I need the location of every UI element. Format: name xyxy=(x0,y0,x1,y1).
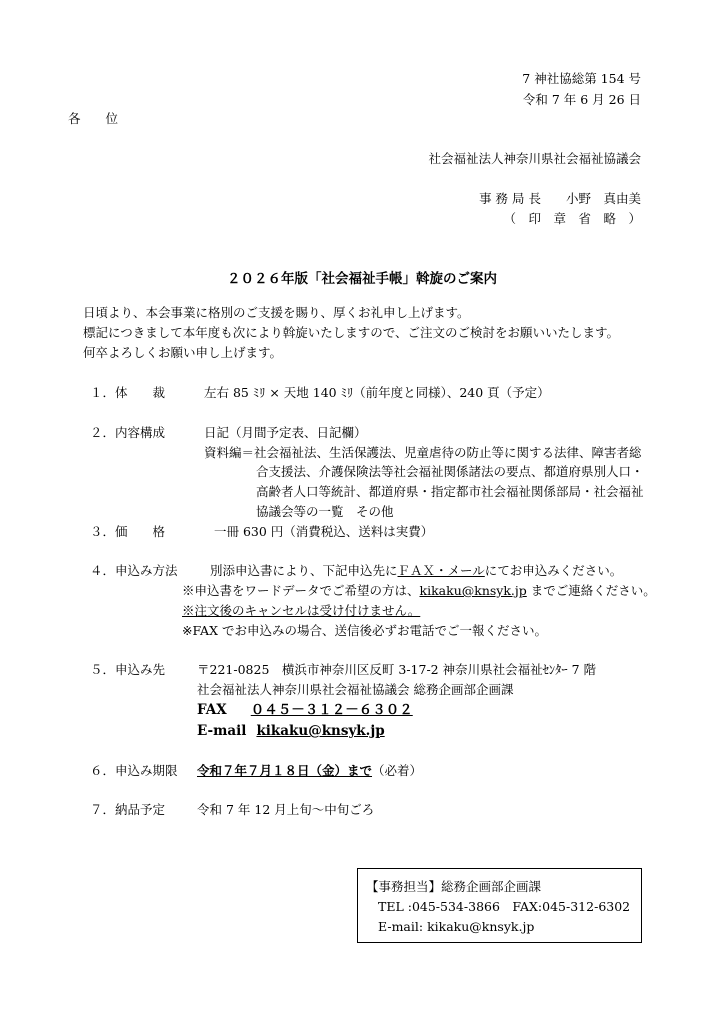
contact-title: 【事務担当】総務企画部企画課 xyxy=(366,879,542,894)
dest-fax-row xyxy=(197,701,413,719)
doc-number: 7 神社協総第 154 号 xyxy=(522,71,641,86)
page-title: ２０２６年版「社会福祉手帳」斡旋のご案内 xyxy=(227,271,497,287)
content-line-2: 資料編＝社会福祉法、生活保護法、児童虐待の防止等に関する法律、障害者総 xyxy=(204,445,642,460)
method-line-1 xyxy=(210,562,622,580)
sender-organization: 社会福祉法人神奈川県社会福祉協議会 xyxy=(428,151,641,166)
method-line-1-post: にてお申込みください。 xyxy=(484,563,623,578)
dest-label: ５．申込み先 xyxy=(90,662,166,677)
deadline-label: ６．申込み期限 xyxy=(90,763,178,778)
dest-email-label: E-mail xyxy=(197,723,247,739)
delivery-label: ７．納品予定 xyxy=(90,802,166,817)
intro-line-3: 何卒よろしくお願い申し上げます。 xyxy=(83,345,283,360)
dest-organization: 社会福祉法人神奈川県社会福祉協議会 総務企画部企画課 xyxy=(197,682,514,697)
dest-email-address[interactable]: kikaku@knsyk.jp xyxy=(256,723,385,739)
method-line-2-pre: ※申込書をワードデータでご希望の方は、 xyxy=(182,583,420,598)
contact-phone-fax: TEL :045-534-3866 FAX:045-312-6302 xyxy=(378,899,631,914)
method-line-1-pre: 別添申込書により、下記申込先に xyxy=(210,563,398,578)
method-line-2 xyxy=(182,582,656,600)
content-line-4: 高齢者人口等統計、都道府県・指定都市社会福祉関係部局・社会福祉 xyxy=(256,484,644,499)
dest-fax-number: ０４５－３１２－６３０２ xyxy=(250,702,413,718)
dest-address: 〒221-0825 横浜市神奈川区反町 3-17-2 神奈川県社会福祉ｾﾝﾀｰ 7 階 xyxy=(197,662,597,677)
deadline-value: 令和７年７月１８日（金）まで xyxy=(197,763,373,778)
method-email-link[interactable]: kikaku@knsyk.jp xyxy=(419,583,527,598)
method-fax-email: ＦＡＸ・メール xyxy=(397,563,485,578)
dest-fax-label: FAX xyxy=(197,702,227,718)
intro-line-2: 標記につきまして本年度も次により斡旋いたしますので、ご注文のご検討をお願いいたします。 xyxy=(83,325,620,340)
content-label: ２．内容構成 xyxy=(90,425,166,440)
intro-line-1: 日頃より、本会事業に格別のご支援を賜り、厚くお礼申し上げます。 xyxy=(83,305,470,320)
spec-label: １．体 裁 xyxy=(90,385,166,400)
method-label: ４．申込み方法 xyxy=(90,563,178,578)
price-value: 一冊 630 円（消費税込、送料は実費） xyxy=(214,524,434,539)
deadline-row xyxy=(197,762,422,780)
method-fax-note: ※FAX でお申込みの場合、送信後必ずお電話でご一報ください。 xyxy=(182,623,547,638)
spec-value: 左右 85 ﾐﾘ × 天地 140 ﾐﾘ（前年度と同様）、240 頁（予定） xyxy=(204,385,550,400)
addressee: 各 位 xyxy=(68,111,119,126)
content-line-5: 協議会等の一覧 その他 xyxy=(256,504,394,519)
method-cancel-note: ※注文後のキャンセルは受け付けません。 xyxy=(182,603,421,618)
contact-email: E-mail: kikaku@knsyk.jp xyxy=(378,919,535,934)
issue-date: 令和 7 年 6 月 26 日 xyxy=(522,92,641,107)
sender-name: 事 務 局 長 小野 真由美 xyxy=(479,191,641,206)
seal-omitted-note: （ 印 章 省 略 ） xyxy=(503,211,641,226)
method-line-2-post: までご連絡ください。 xyxy=(526,583,656,598)
deadline-note: （必着） xyxy=(372,763,423,778)
content-line-3: 合支援法、介護保険法等社会福祉関係諸法の要点、都道府県別人口・ xyxy=(256,464,644,479)
price-label: ３．価 格 xyxy=(90,524,166,539)
dest-email-row xyxy=(197,722,385,740)
delivery-value: 令和 7 年 12 月上旬～中旬ごろ xyxy=(197,802,375,817)
content-line-1: 日記（月間予定表、日記欄） xyxy=(204,425,367,440)
